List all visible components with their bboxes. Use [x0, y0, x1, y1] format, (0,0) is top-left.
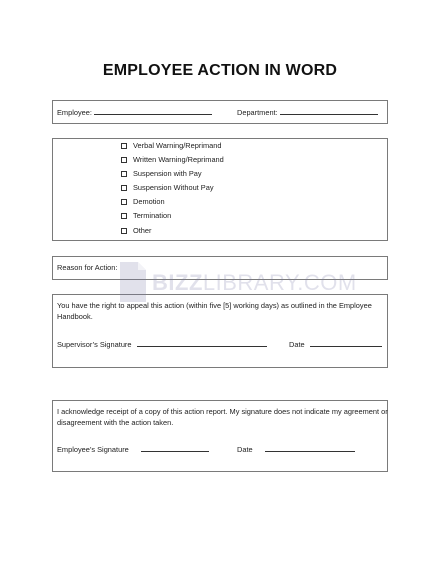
- employee-line[interactable]: [94, 108, 212, 115]
- employee-date-label: Date: [237, 445, 253, 454]
- action-item[interactable]: Termination: [121, 211, 171, 220]
- checkbox-icon[interactable]: [121, 213, 127, 219]
- action-item[interactable]: Suspension Without Pay: [121, 183, 214, 192]
- employee-date-field[interactable]: [237, 445, 355, 454]
- action-item[interactable]: Other: [121, 226, 151, 235]
- checkbox-icon[interactable]: [121, 157, 127, 163]
- checkbox-icon[interactable]: [121, 199, 127, 205]
- employee-signature-label: Employee’s Signature: [57, 445, 129, 454]
- checkbox-icon[interactable]: [121, 228, 127, 234]
- appeal-text-line1: You have the right to appeal this action (within five [5] working days) as outlined in the Employee: [57, 301, 372, 310]
- supervisor-date-field[interactable]: [289, 340, 382, 349]
- action-item[interactable]: Demotion: [121, 197, 165, 206]
- reason-box[interactable]: [52, 256, 388, 280]
- department-field[interactable]: [237, 108, 378, 117]
- watermark-text: BIZZLIBRARY.COM: [152, 270, 357, 295]
- supervisor-signature-line[interactable]: [137, 340, 267, 347]
- reason-label: Reason for Action:: [57, 263, 118, 272]
- action-item[interactable]: Verbal Warning/Reprimand: [121, 141, 221, 150]
- appeal-text-line2: Handbook.: [57, 312, 93, 321]
- employee-label: Employee:: [57, 108, 92, 117]
- employee-date-line[interactable]: [265, 445, 355, 452]
- supervisor-signature-field[interactable]: [57, 340, 267, 349]
- action-checklist-box: [52, 138, 388, 241]
- appeal-box: [52, 294, 388, 368]
- ack-text-line1: I acknowledge receipt of a copy of this action report. My signature does not indicate my agreement or: [57, 407, 388, 416]
- department-line[interactable]: [280, 108, 378, 115]
- ack-text-line2: disagreement with the action taken.: [57, 418, 174, 427]
- department-label: Department:: [237, 108, 278, 117]
- employee-info-box: [52, 100, 388, 124]
- employee-signature-field[interactable]: [57, 445, 209, 454]
- employee-signature-line[interactable]: [141, 445, 209, 452]
- checkbox-icon[interactable]: [121, 185, 127, 191]
- acknowledgement-box: [52, 400, 388, 472]
- checkbox-icon[interactable]: [121, 171, 127, 177]
- supervisor-date-label: Date: [289, 340, 305, 349]
- supervisor-date-line[interactable]: [310, 340, 382, 347]
- document-title: EMPLOYEE ACTION IN WORD: [102, 62, 338, 79]
- supervisor-signature-label: Supervisor’s Signature: [57, 340, 132, 349]
- employee-field[interactable]: [57, 108, 212, 117]
- action-item[interactable]: Written Warning/Reprimand: [121, 155, 224, 164]
- action-item[interactable]: Suspension with Pay: [121, 169, 202, 178]
- checkbox-icon[interactable]: [121, 143, 127, 149]
